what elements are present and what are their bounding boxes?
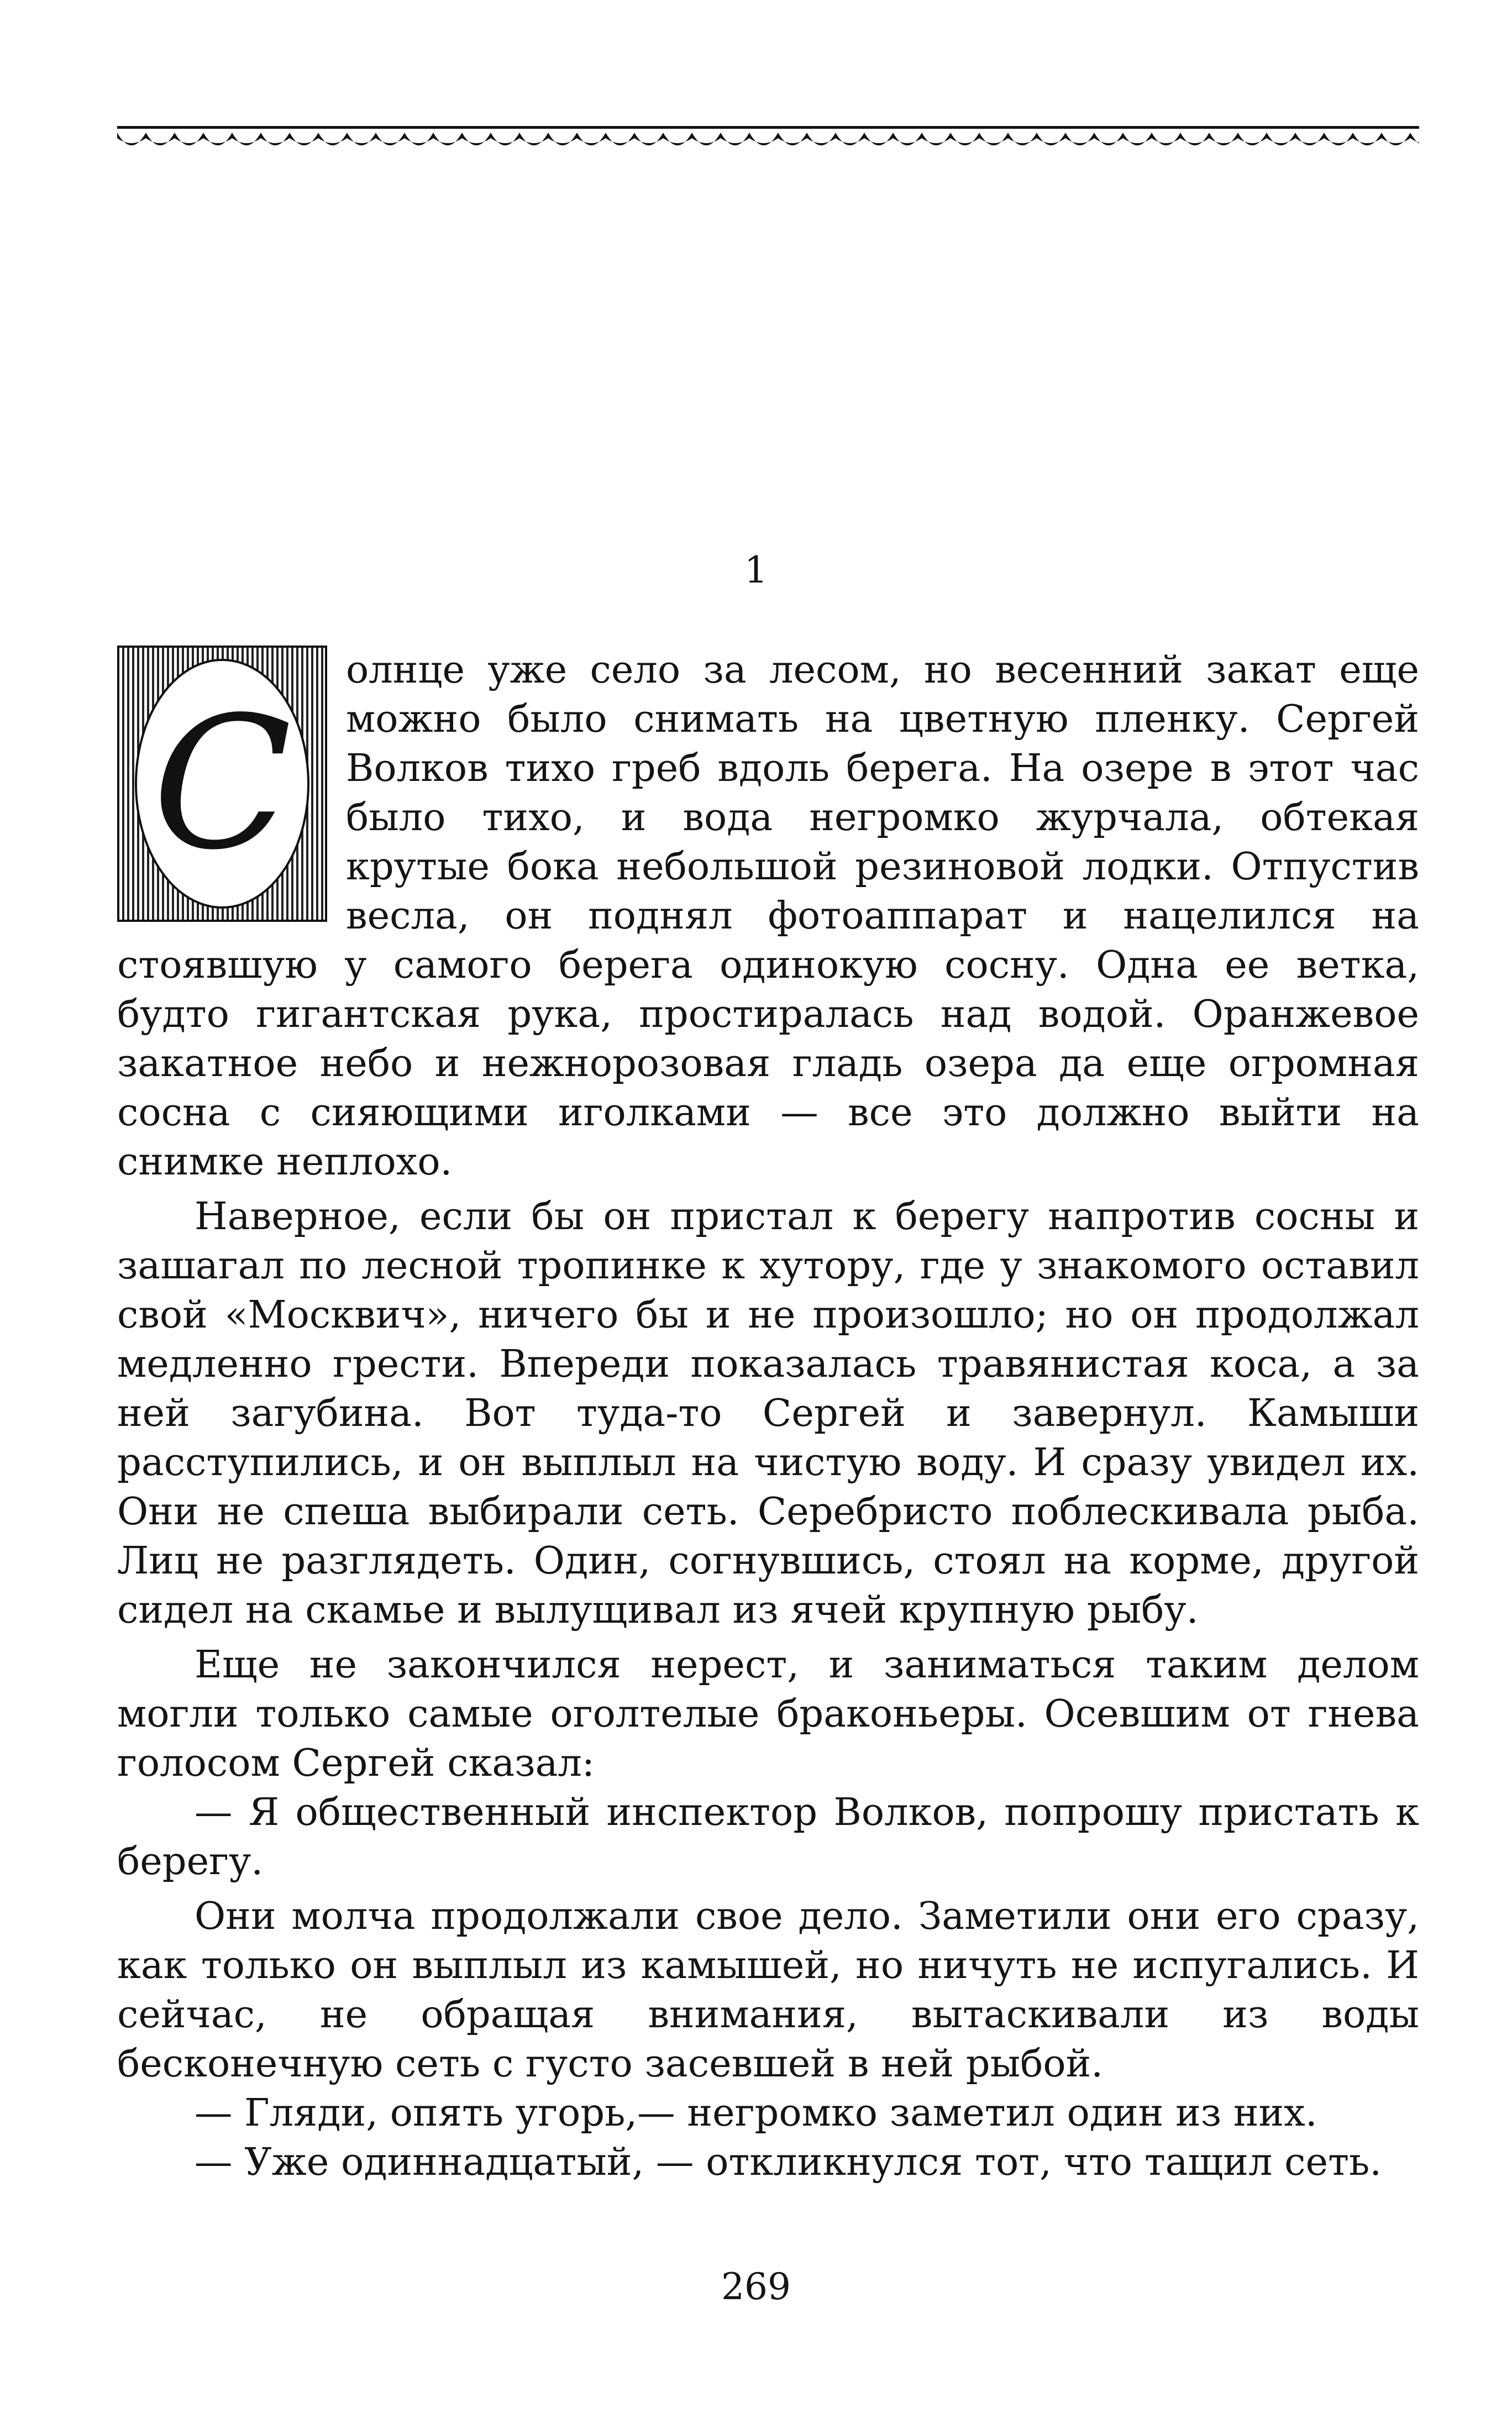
paragraph-5: Они молча продолжали свое дело. Заметили они его сразу, как только он выплыл из камышей, но ничуть не испугались. И сейчас, не обращая внимания, вытаскивали из воды бесконечную сеть с густо засевшей в ней рыбой.	[117, 1894, 1419, 2086]
body-text	[117, 646, 1419, 2187]
paragraph-1-text: олнце уже село за лесом, но весенний закат еще можно было снимать на цветную пленку. Сергей Волков тихо греб вдоль берега. На озере в этот час было тихо, и вода негромко журчала, обтекая крутые бока небольшой резиновой лодки. Отпустив весла, он поднял фотоаппарат и нацелился на стоявшую у самого берега одинокую сосну. Одна ее ветка, будто гигантская рука, простиралась над водой. Оранжевое закатное небо и нежнорозовая гладь озера да еще огромная сосна с сияющими иголками — все это должно выйти на снимке неплохо.	[117, 648, 1419, 1184]
paragraph-6: — Гляди, опять угорь,— негромко заметил один из них.	[195, 2091, 1317, 2135]
chapter-number: 1	[744, 549, 768, 591]
page-number: 269	[721, 2265, 791, 2308]
paragraph-1	[117, 646, 1419, 1187]
ornamental-rule	[117, 126, 1419, 160]
paragraph-4: — Я общественный инспектор Волков, попрошу пристать к берегу.	[117, 1790, 1419, 1884]
paragraph-7: — Уже одиннадцатый, — откликнулся тот, что тащил сеть.	[195, 2140, 1382, 2184]
paragraph-3: Еще не закончился нерест, и заниматься таким делом могли только самые оголтелые браконьеры. Осевшим от гнева голосом Сергей сказал:	[117, 1643, 1419, 1785]
drop-cap-letter: С	[152, 678, 292, 890]
paragraph-2: Наверное, если бы он пристал к берегу напротив сосны и зашагал по лесной тропинке к хутору, где у знакомого оставил свой «Москвич», ничего бы и не произошло; но он продолжал медленно грести. Впереди показалась травянистая коса, а за ней загубина. Вот туда-то Сергей и завернул. Камыши расступились, и он выплыл на чистую воду. И сразу увидел их. Они не спеша выбирали сеть. Серебристо поблескивала рыба. Лиц не разглядеть. Один, согнувшись, стоял на корме, другой сидел на скамье и вылущивал из ячей крупную рыбу.	[117, 1194, 1419, 1632]
drop-cap	[117, 646, 327, 922]
